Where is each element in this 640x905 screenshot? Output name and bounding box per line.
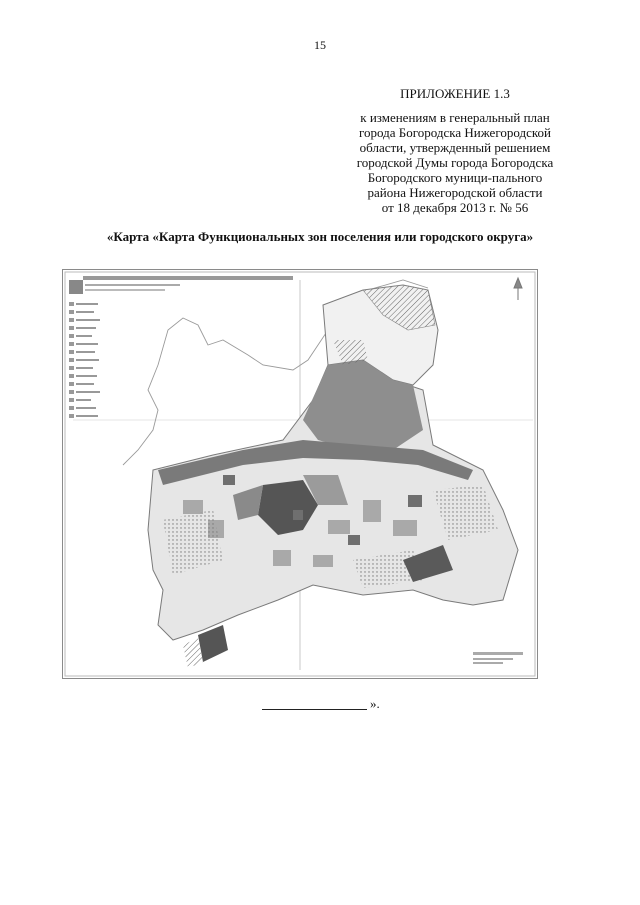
appendix-line: области, утвержденный решением: [359, 140, 551, 155]
appendix-line: к изменениям в генеральный план: [360, 110, 550, 125]
appendix-block: [340, 86, 570, 215]
appendix-title: ПРИЛОЖЕНИЕ 1.3: [400, 86, 510, 101]
functional-zones-map-image: [63, 270, 537, 678]
appendix-line: городской Думы города Богородска: [356, 155, 554, 170]
signature-line: [262, 697, 367, 710]
document-heading: «Карта «Карта Функциональных зон поселения или городского округа»: [106, 229, 534, 244]
page-number: 15: [314, 38, 326, 52]
appendix-line: от 18 декабря 2013 г. № 56: [381, 200, 529, 215]
map-figure: [62, 269, 538, 679]
appendix-line: города Богородска Нижегородской: [359, 125, 551, 140]
appendix-line: Богородского муници-пального: [367, 170, 543, 185]
appendix-line: района Нижегородской области: [367, 185, 543, 200]
closing-quote: ».: [370, 696, 380, 711]
